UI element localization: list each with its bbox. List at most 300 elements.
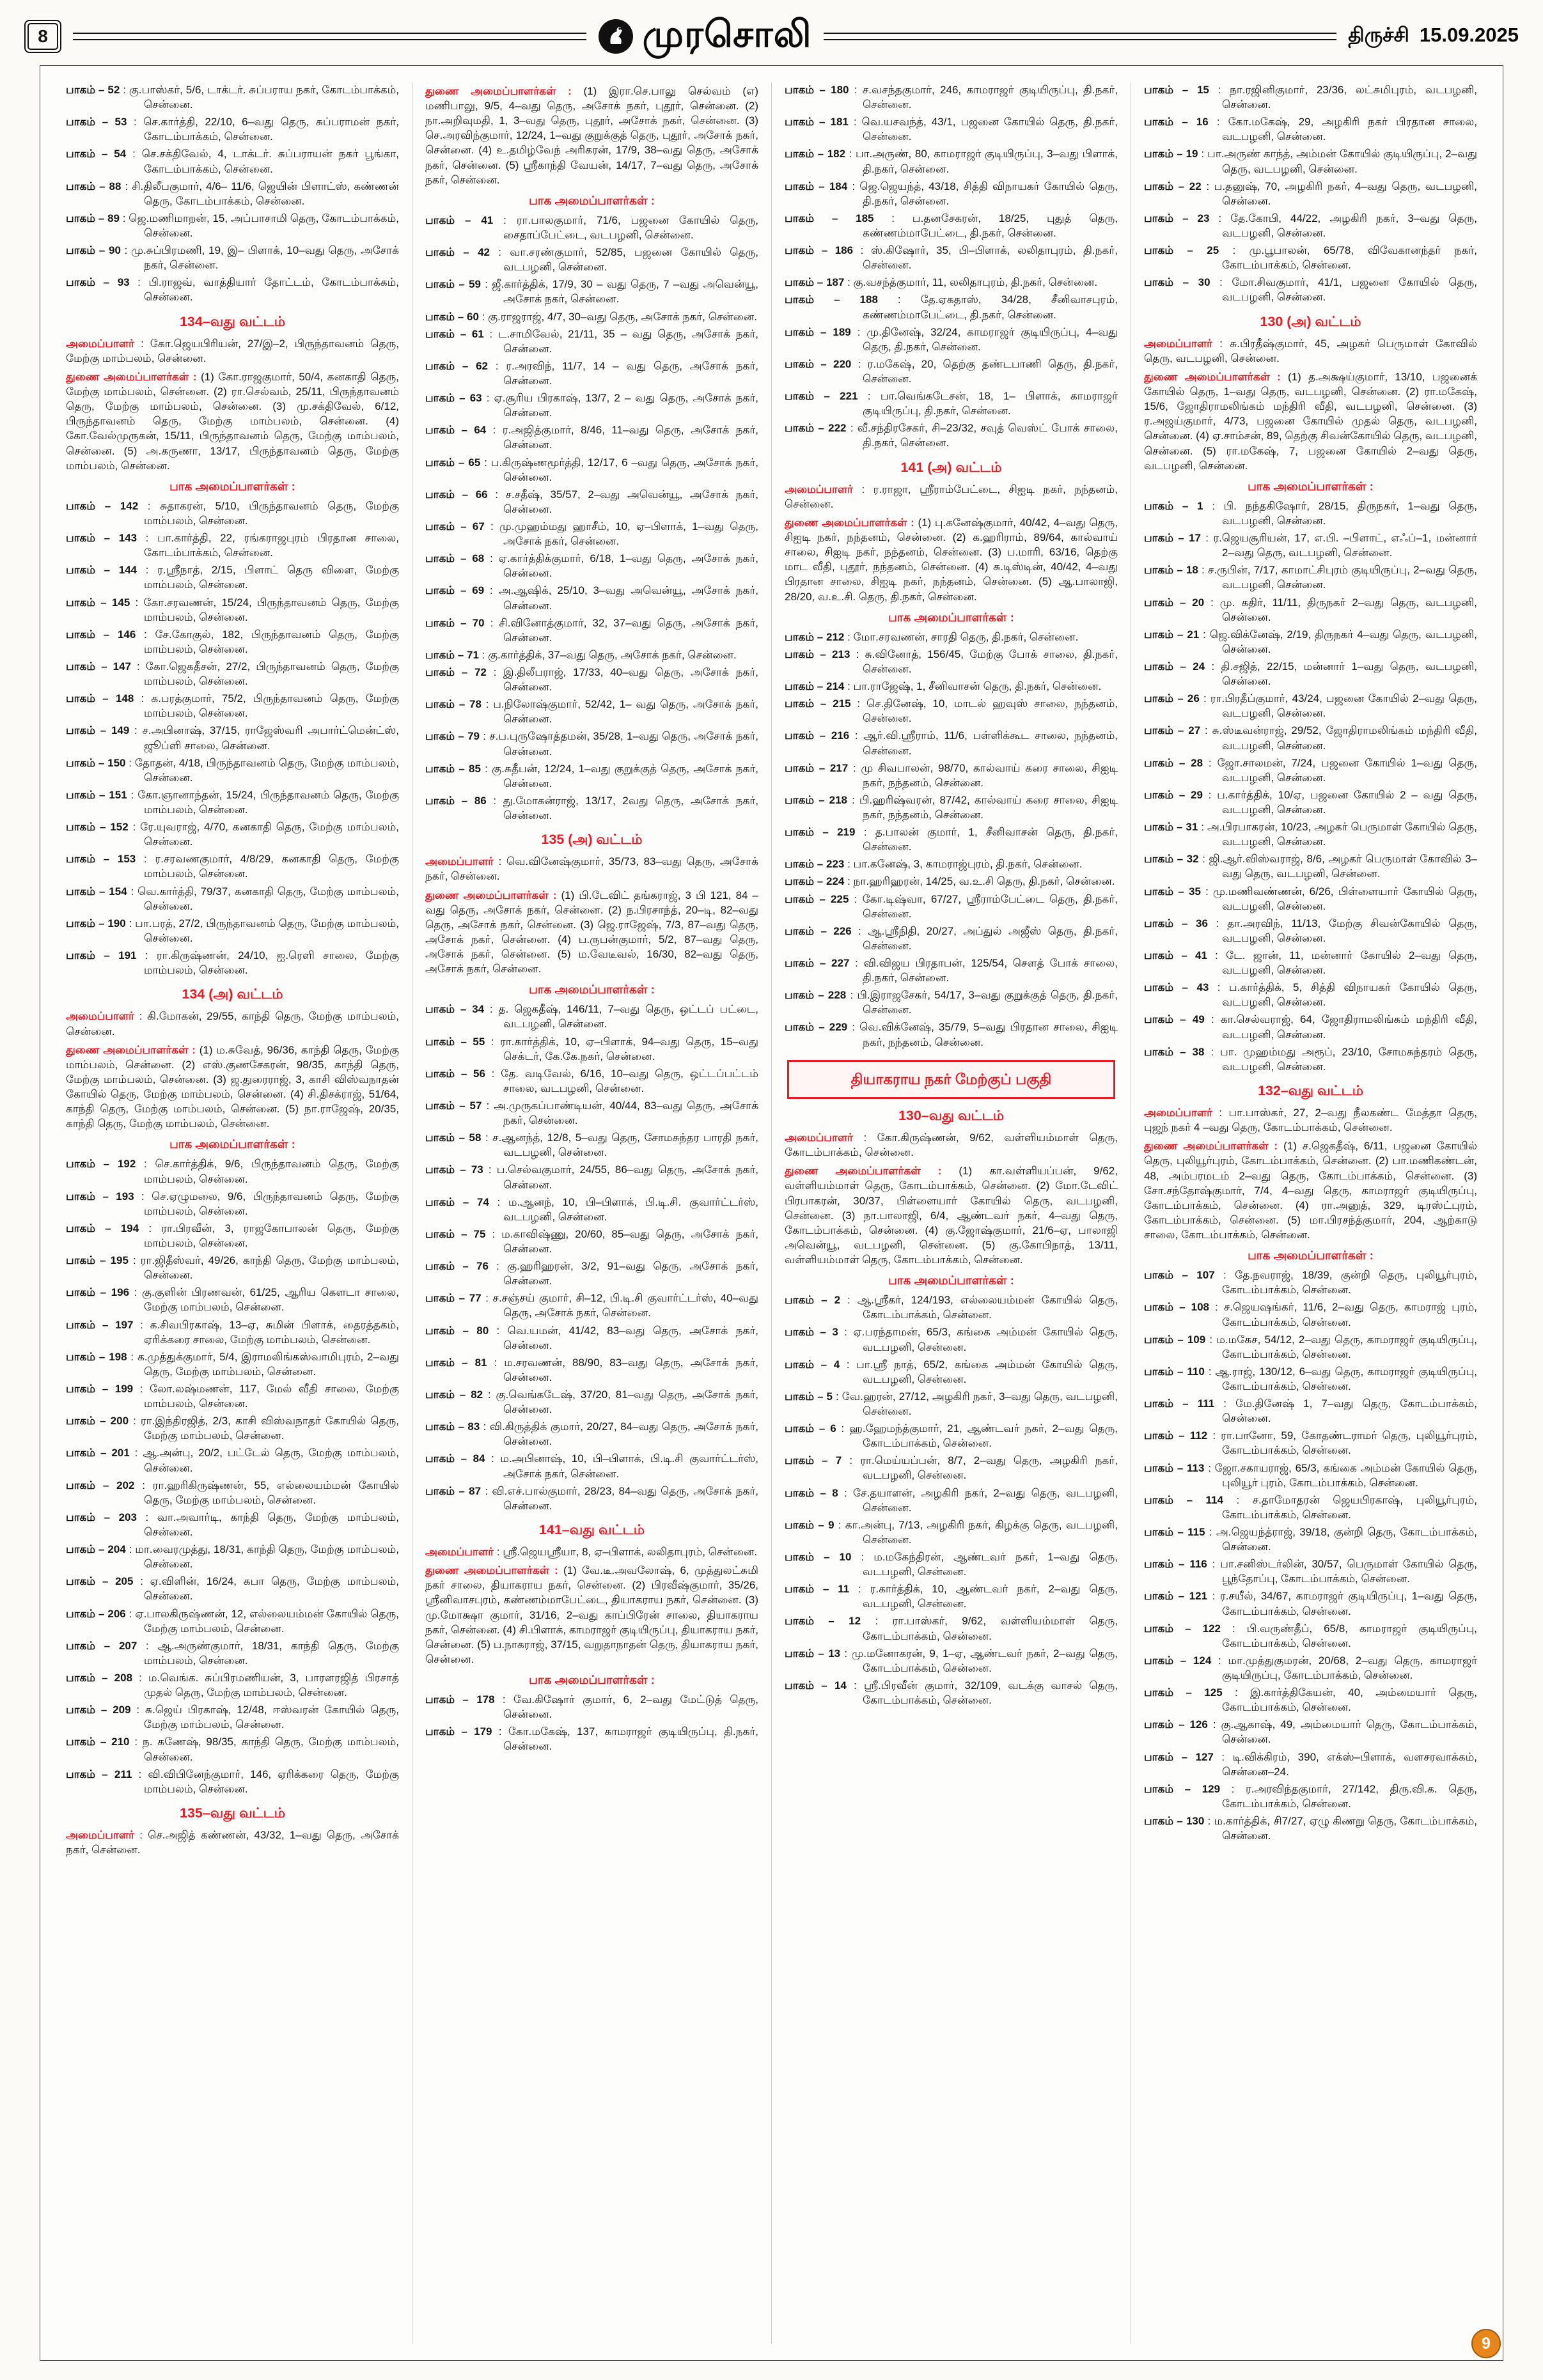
entry-number: பாகம் – 216	[785, 729, 850, 742]
entry-number: பாகம் – 215	[785, 697, 851, 710]
entry-number: பாகம் – 188	[785, 293, 878, 306]
entry-number: பாகம் – 217	[785, 761, 849, 774]
masthead-title: முரசொலி	[642, 13, 812, 55]
organizer-paragraph: அமைப்பாளர் : கி.மோகன், 29/55, காந்தி தெரு, மேற்கு மாம்பலம், சென்னை.	[66, 1010, 399, 1038]
entry-number: பாகம் – 15	[1144, 84, 1209, 96]
member-entry: பாகம் – 5 : வே.ஹரன், 27/12, அழகிரி நகர், 3–வது தெரு, வடபழனி, சென்னை.	[785, 1390, 1118, 1418]
member-entry: பாகம் – 208 : ம.வெங்க. சுப்பிரமணியன், 3, பாரளரஜித் பிரசாத் முதல் தெரு, மேற்கு மாம்பலம், சென்னை.	[66, 1671, 399, 1699]
column-2	[412, 82, 771, 2344]
column-4	[1131, 82, 1490, 2344]
member-entry: பாகம் – 153 : ர.சரவணகுமார், 4/8/29, கனகாதி தெரு, மேற்கு மாம்பலம், சென்னை.	[66, 853, 399, 880]
member-entry: பாகம் – 109 : ம.மகேச, 54/12, 2–வது தெரு, காமராஜர் குடியிருப்பு, கோடம்பாக்கம், சென்னை.	[1144, 1333, 1477, 1360]
entry-number: பாகம் – 201	[66, 1447, 130, 1459]
member-entry: பாகம் – 216 : ஆர்.வி.ஸ்ரீராம், 11/6, பள்ளிக்கூட சாலை, நந்தனம், சென்னை.	[785, 729, 1118, 757]
organizer-paragraph: துணை அமைப்பாளர்கள் : (1) கா.வள்ளியப்பன், 9/62, வள்ளியம்மாள் தெரு, கோடம்பாக்கம், சென்னை. (2) மோ.டேவிட் பிரபாகரன், 30/37, பிள்ளையார் கோயில் தெரு, வடபழனி, சென்னை. (3) நா.பாலாஜி, 6/4, ஆண்டவர் நகர், 4–வது தெரு, கோடம்பாக்கம், சென்னை. (4) கு.ஜோஷ்குமார், 21/6–ஏ, பாலாஜி அவென்யூ, வடபழனி, சென்னை. (5) கு.கோபிநாத், 13/11, வள்ளியம்மாள் தெரு, கோடம்பாக்கம், சென்னை.	[785, 1165, 1118, 1266]
entry-number: பாகம் – 41	[1144, 949, 1207, 961]
member-entry: பாகம் – 111 : மே.தினேஷ் 1, 7–வது தெரு, கோடம்பாக்கம், சென்னை.	[1144, 1397, 1477, 1425]
entry-number: பாகம் – 1	[1144, 499, 1203, 512]
entry-number: பாகம் – 212	[785, 630, 845, 643]
entry-number: பாகம் – 113	[1144, 1461, 1205, 1474]
member-entry: பாகம் – 56 : தே. வடிவேல், 6/16, 10–வது தெரு, ஒட்டப்பட்டம் சாலை, வடபழனி, சென்னை.	[425, 1067, 758, 1094]
member-entry: பாகம் – 147 : கோ.ஜெகதீசன், 27/2, பிருந்தாவனம் தெரு, மேற்கு மாம்பலம், சென்னை.	[66, 660, 399, 688]
entry-number: பாகம் – 36	[1144, 917, 1208, 929]
entry-number: பாகம் – 14	[785, 1679, 847, 1692]
organizer-label: துணை அமைப்பாளர்கள் :	[1144, 1140, 1278, 1153]
organizer-label: அமைப்பாளர்	[66, 337, 135, 350]
entry-number: பாகம் – 190	[66, 917, 126, 929]
member-entry: பாகம் – 220 : ர.மகேஷ், 20, தெற்கு தண்டபாணி தெரு, தி.நகர், சென்னை.	[785, 357, 1118, 385]
murasoli-logo-icon	[598, 19, 634, 54]
entry-number: பாகம் – 222	[785, 422, 847, 435]
member-entry: பாகம் – 70 : சி.வினோத்குமார், 32, 37–வது தெரு, அசோக் நகர், சென்னை.	[425, 616, 759, 644]
page-number-left: 8	[27, 23, 58, 50]
entry-number: பாகம் – 142	[66, 499, 139, 512]
organizer-label: துணை அமைப்பாளர்கள் :	[1144, 370, 1281, 383]
region-box-heading: தியாகராய நகர் மேற்குப் பகுதி	[787, 1060, 1115, 1099]
organizer-paragraph: துணை அமைப்பாளர்கள் : (1) ச.ஜெகதீஷ், 6/11, பஜனை கோயில் தெரு, புலியூர்புரம், கோடம்பாக்கம், சென்னை. (2) பா.மணிகண்டன், 48, அம்பரமடம் 2–வது தெரு, கோடம்பாக்கம், சென்னை. (3) சோ.சந்தோஷ்குமார், 7/4, 4–வது தெரு, காமராஜர் குடியிருப்பு, கோடம்பாக்கம், சென்னை. (4) ரா.அனுத், 329, டிரஸ்ட்புரம், கோடம்பாக்கம், சென்னை. (5) மா.பிரசந்த்குமார், 204, ஆற்காடு சாலை, கோடம்பாக்கம், சென்னை.	[1144, 1140, 1477, 1241]
entry-number: பாகம் – 204	[66, 1543, 126, 1556]
entry-number: பாகம் – 3	[785, 1326, 838, 1339]
column-1	[53, 82, 412, 2344]
member-entry: பாகம் – 25 : மு.பூபாலன், 65/78, விவேகானந்தர் நகர், கோடம்பாக்கம், சென்னை.	[1144, 244, 1477, 272]
member-entry: பாகம் – 80 : வெ.யமன், 41/42, 83–வது தெரு, அசோக் நகர், சென்னை.	[425, 1324, 758, 1351]
member-entry: பாகம் – 129 : ர.அரவிந்தகுமார், 27/142, திரு.வி.க. தெரு, கோடம்பாக்கம், சென்னை.	[1144, 1782, 1477, 1810]
organizer-paragraph: துணை அமைப்பாளர்கள் : (1) பி.டேவிட் தங்கராஜ், 3 பி 121, 84 – வது தெரு, அசோக் நகர், சென்னை. (2) ந.பிரசாந்த், 20–டி, 82–வது தெரு, அசோக் நகர், சென்னை. (3) ஜெ.ராஜேஷ், 7/3, 87–வது தெரு, அசோக் நகர், சென்னை. (4) ப.ருபன்குமார், 5/2, 87–வது தெரு, அசோக் நகர், சென்னை. (5) ம.வேடீவல், 16/30, 82–வது தெரு, அசோக் நகர், சென்னை.	[425, 889, 758, 976]
entry-number: பாகம் – 186	[785, 244, 854, 257]
member-entry: பாகம் – 89 : ஜெ.மணிமாறன், 15, அப்பாசாமி தெரு, கோடம்பாக்கம், சென்னை.	[66, 212, 399, 239]
masthead	[598, 13, 812, 61]
entry-number: பாகம் – 197	[66, 1318, 134, 1331]
entry-number: பாகம் – 34	[425, 1003, 485, 1016]
member-entry: பாகம் – 189 : மு.தினேஷ், 32/24, காமராஜர் குடியிருப்பு, 4–வது தெரு, தி.நகர், சென்னை.	[785, 325, 1118, 353]
entry-number: பாகம் – 195	[66, 1254, 129, 1267]
member-entry: பாகம் – 146 : சே.கோகுல், 182, பிருந்தாவனம் தெரு, மேற்கு மாம்பலம், சென்னை.	[66, 628, 399, 655]
member-entry: பாகம் – 57 : அ.முருகப்பாண்டியன், 40/44, 83–வது தெரு, அசோக் நகர், சென்னை.	[425, 1100, 758, 1127]
member-entry: பாகம் – 7 : ரா.மெய்யப்பன், 8/7, 2–வது தெரு, அழகிரி நகர், வடபழனி, சென்னை.	[785, 1454, 1118, 1482]
member-entry: பாகம் – 11 : ர.கார்த்திக், 10, ஆண்டவர் நகர், 2–வது தெரு, வடபழனி, சென்னை.	[785, 1583, 1118, 1610]
ward-heading: 141–வது வட்டம்	[538, 1521, 645, 1537]
entry-number: பாகம் – 223	[785, 858, 845, 871]
member-entry: பாகம் – 36 : தா.அரவிந், 11/13, மேற்கு சிவன்கோயில் தெரு, வடபழனி, சென்னை.	[1144, 917, 1477, 944]
member-entry: பாகம் – 14 : ஸ்ரீ.பிரவீன் குமார், 32/109, வடக்கு வாசல் தெரு, கோடம்பாக்கம், சென்னை.	[785, 1679, 1118, 1706]
entry-number: பாகம் – 211	[66, 1768, 132, 1780]
member-entry: பாகம் – 151 : கோ.ஞானாந்தன், 15/24, பிருந்தாவனம் தெரு, மேற்கு மாம்பலம், சென்னை.	[66, 788, 399, 816]
entry-number: பாகம் – 20	[1144, 596, 1205, 609]
organizer-paragraph: துணை அமைப்பாளர்கள் : (1) வே.டீ.அவலோஷ், 6, முத்துலட்சுமி நகர் சாலை, தியாகராய நகர், சென்னை. (2) பிரவீஷ்குமார், 35/26, ஸ்ரீனிவாசபுரம், கண்ணம்மாபேட்டை, தியாகராய நகர், சென்னை. (3) மு.மோக்ஷா குமார், 31/16, 2–வது காப்பிரேன் சாலை, தியாகராய நகர், சென்னை. (4) சி.பிளாக், காமராஜர் குடியிருப்பு, தியாகராய நகர், சென்னை. (5) ப.நாகராஜ், 37/15, வறுதாநாதன் தெரு, தியாகராய நகர், சென்னை.	[425, 1564, 758, 1665]
member-entry: பாகம் – 115 : அ.ஜெயந்த்ராஜ், 39/18, குன்றி தெரு, கோடம்பாக்கம், சென்னை.	[1144, 1525, 1478, 1553]
organizer-label: துணை அமைப்பாளர்கள் :	[66, 370, 197, 383]
member-entry: பாகம் – 108 : ச.ஜெயஷங்கர், 11/6, 2–வது தெரு, காமராஜ் புரம், கோடம்பாக்கம், சென்னை.	[1144, 1301, 1477, 1328]
member-entry: பாகம் – 28 : ஜோ.சாலமன், 7/24, பஜனை கோயில் 1–வது தெரு, வடபழனி, சென்னை.	[1144, 756, 1477, 784]
entry-number: பாகம் – 54	[66, 148, 127, 160]
edition-name: திருச்சி	[1348, 24, 1409, 46]
member-entry: பாகம் – 200 : ரா.இந்திரஜித், 2/3, காசி விஸ்வநாதர் கோயில் தெரு, மேற்கு மாம்பலம், சென்னை.	[66, 1415, 399, 1442]
member-entry: பாகம் – 59 : ஜீ.கார்த்திக், 17/9, 30 – வது தெரு, 7 –வது அவென்யூ, அசோக் நகர், சென்னை.	[425, 278, 759, 306]
entry-number: பாகம் – 207	[66, 1639, 137, 1652]
entry-number: பாகம் – 145	[66, 596, 130, 609]
member-entry: பாகம் – 180 : ச.வசந்தகுமார், 246, காமராஜர் குடியிருப்பு, தி.நகர், சென்னை.	[785, 84, 1118, 111]
member-entry: பாகம் – 145 : கோ.சரவணன், 15/24, பிருந்தாவனம் தெரு, மேற்கு மாம்பலம், சென்னை.	[66, 596, 399, 623]
organizer-label: துணை அமைப்பாளர்கள் :	[66, 1043, 196, 1056]
member-entry: பாகம் – 35 : மு.மணிவண்ணன், 6/26, பிள்ளையார் கோயில் தெரு, வடபழனி, சென்னை.	[1144, 885, 1477, 912]
ward-heading: 132–வது வட்டம்	[1257, 1082, 1364, 1098]
entry-number: பாகம் – 62	[425, 359, 488, 372]
member-entry: பாகம் – 62 : ர.அரவிந், 11/7, 14 – வது தெரு, அசோக் நகர், சென்னை.	[425, 359, 758, 387]
member-entry: பாகம் – 12 : ரா.பாஸ்கர், 9/62, வள்ளியம்மாள் தெரு, கோடம்பாக்கம், சென்னை.	[785, 1615, 1118, 1642]
entry-number: பாகம் – 116	[1144, 1558, 1207, 1571]
member-entry: பாகம் – 82 : கு.வெங்கடேஷ், 37/20, 81–வது தெரு, அசோக் நகர், சென்னை.	[425, 1388, 758, 1416]
entry-number: பாகம் – 30	[1144, 276, 1210, 289]
organizer-label: துணை அமைப்பாளர்கள் :	[425, 1564, 558, 1577]
entry-number: பாகம் – 124	[1144, 1654, 1212, 1667]
organizer-paragraph: துணை அமைப்பாளர்கள் : (1) த.அக்ஷய்குமார், 13/10, பஜனைக் கோயில் தெரு, 1–வது தெரு, வடபழனி, சென்னை. (2) ரா.மகேஷ், 15/6, ஜோதிராமலிங்கம் மந்திரி வீதி, வடபழனி, சென்னை. (3) ர.அஜய்குமார், 4/73, பஜனை கோயில் முதல் தெரு, வடபழனி, சென்னை. (4) ஏ.சாம்சன், 89, தெற்கு சிவன்கோயில் தெரு, வடபழனி, சென்னை. (5) ரா.மகேஷ், 7, பஜனை கோயில் 2–வது தெரு, வடபழனி, சென்னை.	[1144, 370, 1477, 472]
member-entry: பாகம் – 185 : ப.தனசேகரன், 18/25, புதுத் தெரு, கண்ணம்மாபேட்டை, தி.நகர், சென்னை.	[785, 212, 1118, 239]
member-entry: பாகம் – 61 : ட.சாமிவேல், 21/11, 35 – வது தெரு, அசோக் நகர், சென்னை.	[425, 327, 758, 355]
entry-number: பாகம் – 82	[425, 1388, 483, 1401]
member-entry: பாகம் – 22 : ப.தனுஷ், 70, அழகிரி நகர், 4–வது தெரு, வடபழனி, சென்னை.	[1144, 180, 1477, 207]
member-entry: பாகம் – 63 : ஏ.சூரிய பிரகாஷ், 13/7, 2 – வது தெரு, அசோக் நகர், சென்னை.	[425, 392, 758, 419]
member-entry: பாகம் – 1 : பி. நந்தகிஷோர், 28/15, திருநகர், 1–வது தெரு, வடபழனி, சென்னை.	[1144, 499, 1477, 527]
entry-number: பாகம் – 93	[66, 276, 130, 289]
entry-number: பாகம் – 90	[66, 244, 121, 257]
member-entry: பாகம் – 186 : ஸ்.கிஷோர், 35, பி–பிளாக், லலிதாபுரம், தி.நகர், சென்னை.	[785, 244, 1118, 272]
entry-number: பாகம் – 49	[1144, 1013, 1205, 1026]
column-3	[771, 82, 1131, 2344]
member-entry: பாகம் – 52 : கு.பாஸ்கர், 5/6, டாக்டர். சுப்பராய நகர், கோடம்பாக்கம், சென்னை.	[66, 84, 399, 111]
organizer-label: அமைப்பாளர்	[425, 1546, 494, 1559]
member-entry: பாகம் – 203 : வா.அவார்டி, காந்தி தெரு, மேற்கு மாம்பலம், சென்னை.	[66, 1511, 399, 1538]
member-entry: பாகம் – 221 : பா.வெங்கடேசன், 18, 1– பிளாக், காமராஜர் குடியிருப்பு, தி.நகர், சென்னை.	[785, 390, 1118, 417]
entry-number: பாகம் – 64	[425, 424, 487, 437]
member-entry: பாகம் – 210 : ந. கணேஷ், 98/35, காந்தி தெரு, மேற்கு மாம்பலம், சென்னை.	[66, 1736, 399, 1763]
entry-number: பாகம் – 208	[66, 1671, 133, 1684]
entry-number: பாகம் – 80	[425, 1324, 489, 1337]
member-entry: பாகம் – 121 : ர.சயீல், 34/67, காமராஜர் குடியிருப்பு, 1–வது தெரு, கோடம்பாக்கம், சென்னை.	[1144, 1590, 1477, 1617]
organizer-label: அமைப்பாளர்	[785, 483, 854, 495]
member-entry: பாகம் – 41 : ரா.பாலகுமார், 71/6, பஜனை கோயில் தெரு, சைதாப்பேட்டை, வடபழனி, சென்னை.	[425, 214, 758, 242]
organizer-label: அமைப்பாளர்	[1144, 337, 1213, 350]
entry-number: பாகம் – 213	[785, 648, 850, 660]
entry-number: பாகம் – 184	[785, 180, 848, 192]
entry-number: பாகம் – 144	[66, 564, 137, 577]
entry-number: பாகம் – 83	[425, 1420, 480, 1433]
member-entry: பாகம் – 209 : சு.ஜெய் பிரகாஷ், 12/48, ஈஸ்வரன் கோயில் தெரு, மேற்கு மாம்பலம், சென்னை.	[66, 1704, 400, 1731]
organizer-paragraph: அமைப்பாளர் : ஸ்ரீ.ஜெயஸ்ரீயா, 8, ஏ–பிளாக், லலிதாபுரம், சென்னை.	[425, 1546, 758, 1559]
entry-number: பாகம் – 130	[1144, 1814, 1205, 1827]
member-entry: பாகம் – 4 : பா.ஸ்ரீ நாத், 65/2, கங்கை அம்மன் கோயில் தெரு, வடபழனி, சென்னை.	[785, 1358, 1118, 1385]
member-entry: பாகம் – 65 : ப.கிருஷ்ணமூர்த்தி, 12/17, 6 –வது தெரு, அசோக் நகர், சென்னை.	[425, 456, 758, 483]
member-entry: பாகம் – 198 : க.முத்துக்குமார், 5/4, இராமலிங்கஸ்வாமிபுரம், 2–வது தெரு, மேற்கு மாம்பலம், சென்னை.	[66, 1350, 399, 1378]
entry-number: பாகம் – 181	[785, 116, 849, 128]
organizer-paragraph: அமைப்பாளர் : சு.பிரதீஷ்குமார், 45, அழகர் பெருமாள் கோவில் தெரு, வடபழனி, சென்னை.	[1144, 337, 1477, 364]
member-entry: பாகம் – 205 : ஏ.விளின், 16/24, கபா தெரு, மேற்கு மாம்பலம், சென்னை.	[66, 1575, 399, 1603]
member-entry: பாகம் – 226 : ஆ.ஸ்ரீநிதி, 20/27, அப்துல் அஜீஸ் தெரு, தி.நகர், சென்னை.	[785, 924, 1118, 952]
organizer-label: துணை அமைப்பாளர்கள் :	[425, 85, 572, 97]
entry-number: பாகம் – 143	[66, 532, 137, 545]
member-entry: பாகம் – 67 : மு.முஹம்மது ஹாசீம், 10, ஏ–பிளாக், 1–வது தெரு, அசோக் நகர், சென்னை.	[425, 520, 758, 548]
page-number-box	[24, 20, 61, 53]
section-subheading: பாக அமைப்பாளர்கள் :	[169, 1137, 295, 1151]
member-entry: பாகம் – 49 : கா.செல்வராஜ், 64, ஜோதிராமலிங்கம் மந்திரி வீதி, வடபழனி, சென்னை.	[1144, 1013, 1477, 1041]
member-entry: பாகம் – 223 : பா.கனேஷ், 3, காமராஜ்புரம், தி.நகர், சென்னை.	[785, 858, 1083, 871]
section-subheading: பாக அமைப்பாளர்கள் :	[169, 479, 295, 493]
entry-number: பாகம் – 153	[66, 853, 136, 866]
member-entry: பாகம் – 125 : இ.கார்த்திகேயன், 40, அம்மையார் தெரு, கோடம்பாக்கம், சென்னை.	[1144, 1686, 1478, 1714]
member-entry: பாகம் – 90 : மு.சுப்பிரமணி, 19, இ– பிளாக், 10–வது தெரு, அசோக் நகர், சென்னை.	[66, 244, 399, 272]
member-entry: பாகம் – 130 : ம.கார்த்திக், சி7/27, ஏழு கிணறு தெரு, கோடம்பாக்கம், சென்னை.	[1144, 1814, 1477, 1842]
member-entry: பாகம் – 182 : பா.அருண், 80, காமராஜர் குடியிருப்பு, 3–வது பிளாக், தி.நகர், சென்னை.	[785, 148, 1118, 175]
member-entry: பாகம் – 228 : பி.இராஜசேகர், 54/17, 3–வது குறுக்குத் தெரு, தி.நகர், சென்னை.	[785, 989, 1118, 1016]
entry-number: பாகம் – 13	[785, 1647, 841, 1660]
member-entry: பாகம் – 126 : கு.ஆகாஷ், 49, அம்மையார் தெரு, கோடம்பாக்கம், சென்னை.	[1144, 1718, 1477, 1746]
member-entry: பாகம் – 19 : பா.அருண் காந்த், அம்மன் கோயில் குடியிருப்பு, 2–வது தெரு, வடபழனி, சென்னை.	[1144, 148, 1477, 175]
entry-number: பாகம் – 107	[1144, 1269, 1215, 1282]
member-entry: பாகம் – 20 : மு. கதிர், 11/11, திருநகர் 2–வது தெரு, வடபழனி, சென்னை.	[1144, 596, 1477, 623]
member-entry: பாகம் – 85 : கு.சுதீபன், 12/24, 1–வது குறுக்குத் தெரு, அசோக் நகர், சென்னை.	[425, 762, 758, 789]
organizer-paragraph: அமைப்பாளர் : பா.பாஸ்கர், 27, 2–வது நீலகண்ட மேத்தா தெரு, புஜந் நகர் 4 –வது தெரு, கோடம்பாக்கம், சென்னை.	[1144, 1107, 1477, 1134]
member-entry: பாகம் – 124 : மா.முத்துகுமரன், 20/68, 2–வது தெரு, காமராஜர் குடியிருப்பு, கோடம்பாக்கம், சென்னை.	[1144, 1654, 1478, 1681]
organizer-paragraph: அமைப்பாளர் : கோ.கிருஷ்ணன், 9/62, வள்ளியம்மாள் தெரு, கோடம்பாக்கம், சென்னை.	[785, 1132, 1118, 1159]
entry-number: பாகம் – 125	[1144, 1686, 1223, 1699]
ward-heading: 130 (அ) வட்டம்	[1260, 313, 1361, 329]
member-entry: பாகம் – 112 : ரா.பானோ, 59, கோதண்டராமர் தெரு, புலியூர்புரம், கோடம்பாக்கம், சென்னை.	[1144, 1429, 1477, 1457]
entry-number: பாகம் – 87	[425, 1484, 482, 1497]
entry-number: பாகம் – 73	[425, 1163, 483, 1176]
member-entry: பாகம் – 206 : ஏ.பாலகிருஷ்ணன், 12, எல்லையம்மன் கோயில் தெரு, மேற்கு மாம்பலம், சென்னை.	[66, 1607, 399, 1635]
entry-number: பாகம் – 61	[425, 327, 484, 340]
organizer-paragraph: துணை அமைப்பாளர்கள் : (1) ம.சுவேத், 96/36, காந்தி தெரு, மேற்கு மாம்பலம், சென்னை. (2) எஸ்.குணசேகரன், 98/35, காந்தி தெரு, மேற்கு மாம்பலம், சென்னை. (3) ஜ.துரைராஜ், 3, காசி விஸ்வநாதன் கோயில் தெரு, மேற்கு மாம்பலம், சென்னை. (4) சி.திசக்ராஜ், 51/64, காந்தி தெரு, மேற்கு மாம்பலம், சென்னை. (5) நா.ராஜேஷ், 20/35, காந்தி தெரு, மேற்கு மாம்பலம், சென்னை.	[66, 1043, 399, 1130]
entry-number: பாகம் – 185	[785, 212, 874, 224]
organizer-paragraph: அமைப்பாளர் : ர.ராஜா, ஸ்ரீராம்பேட்டை, சிஐடி நகர், நந்தனம், சென்னை.	[785, 483, 1118, 510]
entry-number: பாகம் – 71	[425, 648, 479, 661]
entry-number: பாகம் – 214	[785, 680, 845, 693]
entry-number: பாகம் – 4	[785, 1358, 840, 1371]
organizer-label: அமைப்பாளர்	[66, 1829, 135, 1842]
entry-number: பாகம் – 219	[785, 826, 856, 839]
entry-number: பாகம் – 224	[785, 875, 845, 888]
entry-number: பாகம் – 28	[1144, 756, 1203, 769]
member-entry: பாகம் – 194 : ரா.பிரவீன், 3, ராஜகோபாலன் தெரு, மேற்கு மாம்பலம், சென்னை.	[66, 1222, 399, 1249]
continuation-page-number: 9	[1471, 2329, 1501, 2358]
entry-number: பாகம் – 77	[425, 1292, 482, 1305]
member-entry: பாகம் – 154 : வெ.கார்த்தி, 79/37, கனகாதி தெரு, மேற்கு மாம்பலம், சென்னை.	[66, 885, 399, 912]
member-entry: பாகம் – 15 : நா.ரஜினிகுமார், 23/36, லட்சுமிபுரம், வடபழனி, சென்னை.	[1144, 84, 1477, 111]
entry-number: பாகம் – 229	[785, 1021, 848, 1034]
entry-number: பாகம் – 210	[66, 1736, 130, 1748]
member-entry: பாகம் – 78 : ப.நிலோஷ்குமார், 52/42, 1– வது தெரு, அசோக் நகர், சென்னை.	[425, 698, 758, 726]
entry-number: பாகம் – 122	[1144, 1622, 1221, 1635]
entry-number: பாகம் – 17	[1144, 532, 1201, 545]
member-entry: பாகம் – 3 : ஏ.பரந்தாமன், 65/3, கங்கை அம்மன் கோயில் தெரு, வடபழனி, சென்னை.	[785, 1326, 1118, 1353]
ward-heading: 135 (அ) வட்டம்	[541, 832, 643, 848]
member-entry: பாகம் – 83 : வி.கிருத்திக் குமார், 20/27, 84–வது தெரு, அசோக் நகர், சென்னை.	[425, 1420, 758, 1448]
entry-number: பாகம் – 53	[66, 116, 127, 128]
member-entry: பாகம் – 27 : சு.ஸ்டீவன்ராஜ், 29/52, ஜோதிராமலிங்கம் மந்திரி வீதி, வடபழனி, சென்னை.	[1144, 724, 1477, 752]
entry-number: பாகம் – 23	[1144, 212, 1210, 224]
entry-number: பாகம் – 152	[66, 821, 129, 834]
header-rule-right	[824, 33, 1337, 40]
entry-number: பாகம் – 226	[785, 924, 852, 937]
section-subheading: பாக அமைப்பாளர்கள் :	[888, 610, 1014, 624]
entry-number: பாகம் – 76	[425, 1260, 489, 1273]
member-entry: பாகம் – 26 : ரா.பிரதீப்குமார், 43/24, பஜனை கோயில் 2–வது தெரு, வடபழனி, சென்னை.	[1144, 692, 1477, 720]
entry-number: பாகம் – 86	[425, 794, 487, 807]
entry-number: பாகம் – 114	[1144, 1493, 1223, 1506]
entry-number: பாகம் – 11	[785, 1583, 850, 1596]
entry-number: பாகம் – 43	[1144, 981, 1209, 994]
member-entry: பாகம் – 84 : ம.அபினாஷ், 10, பி–பிளாக், பி.டி.சி குவார்ட்டர்ஸ், அசோக் நகர், சென்னை.	[425, 1452, 758, 1480]
member-entry: பாகம் – 188 : தே.ஏகதாஸ், 34/28, சீனிவாசபுரம், கண்ணம்மாபேட்டை, தி.நகர், சென்னை.	[785, 293, 1118, 321]
entry-number: பாகம் – 32	[1144, 853, 1199, 866]
member-entry: பாகம் – 75 : ம.காவிஷ்ணு, 20/60, 85–வது தெரு, அசோக் நகர், சென்னை.	[425, 1227, 758, 1255]
ward-heading: 130–வது வட்டம்	[898, 1107, 1005, 1123]
member-entry: பாகம் – 23 : தே.கோபி, 44/22, அழகிரி நகர், 3–வது தெரு, வடபழனி, சென்னை.	[1144, 212, 1478, 239]
member-entry: பாகம் – 127 : டி.விக்கிரம், 390, எக்ஸ்–பிளாக், வளசரவாக்கம், சென்னை–24.	[1144, 1750, 1478, 1778]
member-entry: பாகம் – 72 : இ.திலீபராஜ், 17/33, 40–வது தெரு, அசோக் நகர், சென்னை.	[425, 665, 758, 694]
section-subheading: பாக அமைப்பாளர்கள் :	[1248, 479, 1374, 493]
issue-date: 15.09.2025	[1419, 24, 1519, 46]
entry-number: பாகம் – 72	[425, 665, 487, 678]
member-entry: பாகம் – 202 : ரா.ஹரிகிருஷ்ணன், 55, எல்லையம்மன் கோயில் தெரு, மேற்கு மாம்பலம், சென்னை.	[66, 1479, 399, 1506]
entry-number: பாகம் – 193	[66, 1190, 134, 1202]
member-entry: பாகம் – 34 : த. ஜெகதீஷ், 146/11, 7–வது தெரு, ஒட்டப் பட்டை, வடபழனி, சென்னை.	[425, 1003, 758, 1031]
member-entry: பாகம் – 195 : ரா.ஜிதீஸ்வர், 49/26, காந்தி தெரு, மேற்கு மாம்பலம், சென்னை.	[66, 1254, 399, 1282]
member-entry: பாகம் – 30 : மோ.சிவகுமார், 41/1, பஜனை கோயில் தெரு, வடபழனி, சென்னை.	[1144, 276, 1477, 304]
member-entry: பாகம் – 71 : கு.கார்த்திக், 37–வது தெரு, அசோக் நகர், சென்னை.	[425, 648, 737, 661]
member-entry: பாகம் – 42 : வா.சரண்குமார், 52/85, பஜனை கோயில் தெரு, வடபழனி, சென்னை.	[425, 246, 758, 274]
entry-number: பாகம் – 205	[66, 1575, 134, 1588]
entry-number: பாகம் – 110	[1144, 1365, 1205, 1378]
entry-number: பாகம் – 189	[785, 325, 851, 338]
edition-date	[1348, 24, 1519, 49]
entry-number: பாகம் – 149	[66, 724, 130, 737]
member-entry: பாகம் – 224 : நா.ஹரிஹரன், 14/25, வ.உ.சி தெரு, தி.நகர், சென்னை.	[785, 875, 1115, 888]
member-entry: பாகம் – 192 : செ.கார்த்திக், 9/6, பிருந்தாவனம் தெரு, மேற்கு மாம்பலம், சென்னை.	[66, 1158, 399, 1185]
member-entry: பாகம் – 32 : ஜி.ஆர்.விஸ்வராஜ், 8/6, அழகர் பெருமாள் கோவில் 3–வது தெரு, வடபழனி, சென்னை.	[1144, 853, 1477, 880]
entry-number: பாகம் – 78	[425, 698, 482, 711]
entry-number: பாகம் – 206	[66, 1607, 126, 1620]
member-entry: பாகம் – 64 : ர.அஜித்குமார், 8/46, 11–வது தெரு, அசோக் நகர், சென்னை.	[425, 424, 758, 451]
member-entry: பாகம் – 21 : ஜெ.விக்னேஷ், 2/19, திருநகர் 4–வது தெரு, வடபழனி, சென்னை.	[1144, 628, 1477, 655]
ward-heading: 134 (அ) வட்டம்	[182, 986, 283, 1002]
member-entry: பாகம் – 58 : ச.ஆனந்த், 12/8, 5–வது தெரு, சோமசுந்தர பாரதி நகர், வடபழனி, சென்னை.	[425, 1132, 759, 1159]
entry-number: பாகம் – 6	[785, 1422, 836, 1435]
organizer-label: அமைப்பாளர்	[66, 1010, 135, 1023]
entry-number: பாகம் – 180	[785, 84, 849, 96]
entry-number: பாகம் – 198	[66, 1350, 127, 1363]
member-entry: பாகம் – 227 : வி.விஜய பிரதாபன், 125/54, சௌத் போக் சாலை, தி.நகர், சென்னை.	[785, 956, 1118, 984]
organizer-paragraph: அமைப்பாளர் : செ.அஜித் கண்ணன், 43/32, 1–வது தெரு, அசோக் நகர், சென்னை.	[66, 1829, 399, 1856]
member-entry: பாகம் – 10 : ம.மகேந்திரன், ஆண்டவர் நகர், 1–வது தெரு, வடபழனி, சென்னை.	[785, 1551, 1118, 1578]
member-entry: பாகம் – 13 : மு.மனோகரன், 9, 1–ஏ, ஆண்டவர் நகர், 2–வது தெரு, கோடம்பாக்கம், சென்னை.	[785, 1647, 1118, 1674]
member-entry: பாகம் – 38 : பா. முஹம்மது அரூப், 23/10, சோமசுந்தரம் தெரு, வடபழனி, சென்னை.	[1144, 1045, 1477, 1073]
member-entry: பாகம் – 191 : ரா.கிருஷ்ணன், 24/10, ஐ.ரெளி சாலை, மேற்கு மாம்பலம், சென்னை.	[66, 949, 399, 977]
organizer-label: துணை அமைப்பாளர்கள் :	[785, 1165, 942, 1178]
entry-number: பாகம் – 199	[66, 1382, 134, 1395]
member-entry: பாகம் – 218 : பி.ஹரிஷ்வரன், 87/42, கால்வாய் கரை சாலை, சிஐடி நகர், நந்தனம், சென்னை.	[785, 793, 1118, 821]
entry-number: பாகம் – 42	[425, 246, 490, 259]
entry-number: பாகம் – 7	[785, 1454, 842, 1467]
entry-number: பாகம் – 26	[1144, 692, 1200, 705]
entry-number: பாகம் – 68	[425, 552, 485, 565]
entry-number: பாகம் – 41	[425, 214, 494, 226]
entry-number: பாகம் – 146	[66, 628, 136, 641]
entry-number: பாகம் – 191	[66, 949, 137, 961]
entry-number: பாகம் – 67	[425, 520, 485, 533]
entry-number: பாகம் – 8	[785, 1486, 838, 1499]
member-entry: பாகம் – 201 : ஆ.அன்பு, 20/2, பட்டேல் தெரு, மேற்கு மாம்பலம், சென்னை.	[66, 1447, 399, 1474]
member-entry: பாகம் – 152 : ரே.யுவராஜ், 4/70, கனகாதி தெரு, மேற்கு மாம்பலம், சென்னை.	[66, 821, 399, 848]
member-entry: பாகம் – 222 : வீ.சந்திரசேகர், சி–23/32, சவுத் வெஸ்ட் போக் சாலை, தி.நகர், சென்னை.	[785, 422, 1118, 449]
ward-heading: 134–வது வட்டம்	[179, 313, 286, 329]
entry-number: பாகம் – 22	[1144, 180, 1202, 192]
entry-number: பாகம் – 18	[1144, 564, 1198, 577]
member-entry: பாகம் – 24 : தி.சஜித், 22/15, மன்னார் 1–வது தெரு, வடபழனி, சென்னை.	[1144, 660, 1477, 688]
member-entry: பாகம் – 16 : கோ.மகேஷ், 29, அழகிரி நகர் பிரதான சாலை, வடபழனி, சென்னை.	[1144, 116, 1477, 143]
entry-number: பாகம் – 55	[425, 1035, 485, 1048]
member-entry: பாகம் – 149 : ச.அபினாஷ், 37/15, ராஜேஸ்வரி அபார்ட்மென்ட்ஸ், ஜூப்ளி சாலை, சென்னை.	[66, 724, 399, 752]
entry-number: பாகம் – 209	[66, 1704, 131, 1716]
entry-number: பாகம் – 112	[1144, 1429, 1208, 1442]
member-entry: பாகம் – 18 : ச.ருபின், 7/17, காமாட்சிபுரம் குடியிருப்பு, 2–வது தெரு, வடபழனி, சென்னை.	[1144, 564, 1477, 591]
entry-number: பாகம் – 228	[785, 989, 847, 1002]
ward-heading: 135–வது வட்டம்	[179, 1805, 286, 1821]
member-entry: பாகம் – 81 : ம.சரவணன், 88/90, 83–வது தெரு, அசோக் நகர், சென்னை.	[425, 1356, 758, 1383]
entry-number: பாகம் – 151	[66, 788, 127, 801]
entry-number: பாகம் – 81	[425, 1356, 487, 1369]
member-entry: பாகம் – 217 : மு சிவபாலன், 98/70, கால்வாய் கரை சாலை, சிஐடி நகர், நந்தனம், சென்னை.	[785, 761, 1118, 789]
organizer-paragraph: துணை அமைப்பாளர்கள் : (1) கோ.ராஜகுமார், 50/4, கனகாதி தெரு, மேற்கு மாம்பலம், சென்னை. (2) ரா.செல்வம், 25/11, பிருந்தாவனம் தெரு, மேற்கு மாம்பலம், சென்னை. (3) மு.சக்திவேல், 6/12, பிருந்தாவனம் தெரு, மேற்கு மாம்பலம், சென்னை. (4) கோ.வேல்முருகன், 15/11, பிருந்தாவனம் தெரு, மேற்கு மாம்பலம், சென்னை. (5) அ.கருணா, 13/17, பிருந்தாவனம் தெரு, மேற்கு மாம்பலம், சென்னை.	[66, 370, 399, 472]
member-entry: பாகம் – 196 : கு.குளின் பிரணவன், 61/25, ஆரிய கௌடா சாலை, மேற்கு மாம்பலம், சென்னை.	[66, 1286, 399, 1314]
member-entry: பாகம் – 76 : கு.ஹரிஹரன், 3/2, 91–வது தெரு, அசோக் நகர், சென்னை.	[425, 1260, 758, 1287]
entry-number: பாகம் – 182	[785, 148, 846, 160]
entry-number: பாகம் – 220	[785, 357, 852, 370]
member-entry: பாகம் – 77 : ச.சஞ்சய் குமார், சி–12, பி.டி.சி குவார்ட்டர்ஸ், 40–வது தெரு, அசோக் நகர், சென்னை.	[425, 1292, 758, 1319]
entry-number: பாகம் – 63	[425, 392, 482, 405]
entry-number: பாகம் – 115	[1144, 1525, 1205, 1538]
member-entry: பாகம் – 116 : பா.சனிஸ்டர்லின், 30/57, பெருமாள் கோயில் தெரு, பூந்தோப்பு, கோடம்பாக்கம், சென்னை.	[1144, 1558, 1477, 1585]
member-entry: பாகம் – 148 : க.பரத்குமார், 75/2, பிருந்தாவனம் தெரு, மேற்கு மாம்பலம், சென்னை.	[66, 692, 399, 720]
organizer-label: அமைப்பாளர்	[1144, 1107, 1213, 1119]
entry-number: பாகம் – 38	[1144, 1045, 1205, 1058]
entry-number: பாகம் – 121	[1144, 1590, 1208, 1603]
section-subheading: பாக அமைப்பாளர்கள் :	[529, 1672, 655, 1686]
member-entry: பாகம் – 93 : பி.ராஜவ், வாத்தியார் தோட்டம், கோடம்பாக்கம், சென்னை.	[66, 276, 399, 304]
member-entry: பாகம் – 213 : சு.வினோத், 156/45, மேற்கு போக் சாலை, தி.நகர், சென்னை.	[785, 648, 1118, 675]
entry-number: பாகம் – 179	[425, 1725, 492, 1738]
entry-number: பாகம் – 89	[66, 212, 120, 224]
entry-number: பாகம் – 12	[785, 1615, 861, 1628]
entry-number: பாகம் – 196	[66, 1286, 130, 1299]
entry-number: பாகம் – 148	[66, 692, 134, 705]
entry-number: பாகம் – 111	[1144, 1397, 1215, 1410]
member-entry: பாகம் – 204 : மா.வைரமுத்து, 18/31, காந்தி தெரு, மேற்கு மாம்பலம், சென்னை.	[66, 1543, 399, 1571]
entry-number: பாகம் – 194	[66, 1222, 139, 1234]
entry-number: பாகம் – 35	[1144, 885, 1201, 898]
member-entry: பாகம் – 225 : கோ.டிஷ்வா, 67/27, ஸ்ரீராம்பேட்டை தெரு, தி.நகர், சென்னை.	[785, 892, 1118, 920]
member-entry: பாகம் – 114 : ச.தாமோதரன் ஜெயபிரகாஷ், புலியூர்புரம், கோடம்பாக்கம், சென்னை.	[1144, 1493, 1477, 1521]
member-entry: பாகம் – 187 : கு.வசந்த்குமார், 11, லலிதாபுரம், தி.நகர், சென்னை.	[785, 276, 1098, 289]
member-entry: பாகம் – 190 : பா.பரத், 27/2, பிருந்தாவனம் தெரு, மேற்கு மாம்பலம், சென்னை.	[66, 917, 399, 944]
member-entry: பாகம் – 41 : டே. ஜான், 11, மன்னார் கோயில் 2–வது தெரு, வடபழனி, சென்னை.	[1144, 949, 1477, 977]
member-entry: பாகம் – 143 : பா.கார்த்தி, 22, ரங்கராஜபுரம் பிரதான சாலை, கோடம்பாக்கம், சென்னை.	[66, 532, 399, 559]
columns	[40, 66, 1503, 2360]
organizer-label: துணை அமைப்பாளர்கள் :	[425, 889, 557, 901]
member-entry: பாகம் – 197 : க.சிவபிரகாஷ், 13–ஏ, சுமின் பிளாக், தைரத்தகம், ஏரிக்கரை சாலை, மேற்கு மாம்பலம், சென்னை.	[66, 1318, 399, 1346]
member-entry: பாகம் – 215 : செ.தினேஷ், 10, மாடல் ஹவுஸ் சாலை, நந்தனம், சென்னை.	[785, 697, 1118, 725]
entry-number: பாகம் – 84	[425, 1452, 485, 1465]
member-entry: பாகம் – 193 : செ.ஏழுமலை, 9/6, பிருந்தாவனம் தெரு, மேற்கு மாம்பலம், சென்னை.	[66, 1190, 399, 1217]
